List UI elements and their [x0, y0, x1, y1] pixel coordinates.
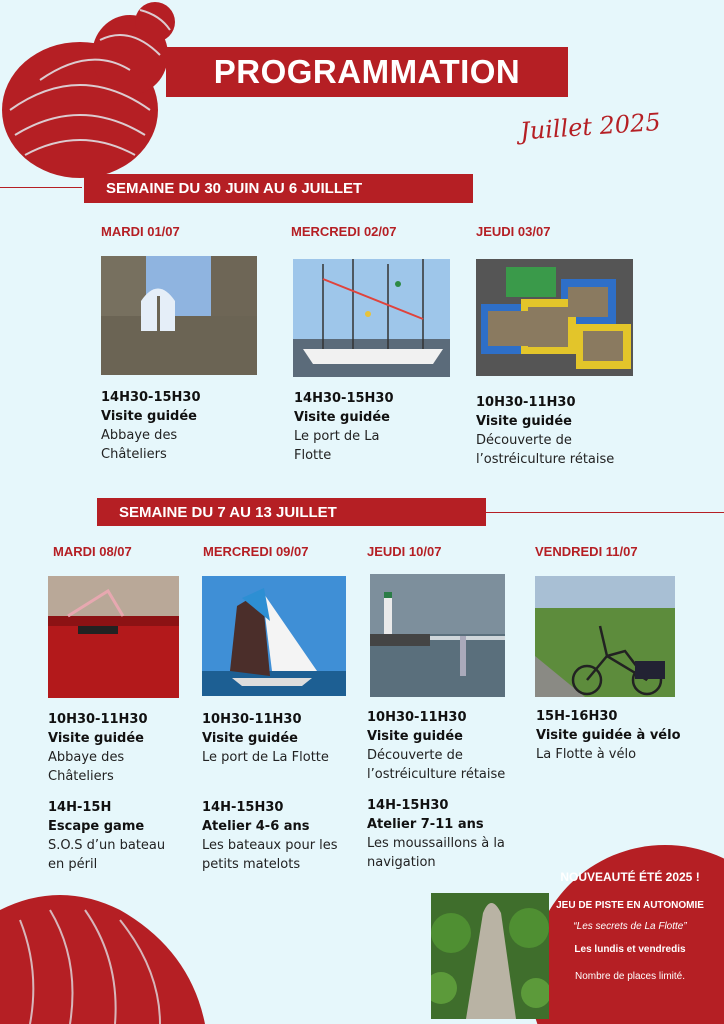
event-type: Atelier 4-6 ans [202, 819, 310, 834]
event-description: Le port de La Flotte [202, 750, 329, 765]
page-title: PROGRAMMATION [166, 47, 568, 97]
event-type: Atelier 7-11 ans [367, 817, 484, 832]
event-type: Visite guidée [101, 409, 197, 424]
event-item [536, 707, 706, 764]
week2-label: SEMAINE DU 7 AU 13 JUILLET [119, 503, 337, 521]
event-description: Les bateaux pour les petits matelots [202, 838, 338, 872]
event-time: 15H-16H30 [536, 709, 618, 724]
week1-header [84, 174, 473, 203]
event-type: Escape game [48, 819, 145, 834]
event-type: Visite guidée [367, 729, 463, 744]
event-description: Les moussaillons à la navigation [367, 836, 505, 870]
novelty-note: Nombre de places limité. [574, 971, 686, 982]
event-type: Visite guidée [202, 731, 298, 746]
event-type: Visite guidée [476, 414, 572, 429]
week2-day4-label: VENDREDI 11/07 [535, 544, 638, 559]
event-item [294, 389, 454, 465]
week2-day3-events [367, 708, 527, 872]
event-time: 10H30-11H30 [367, 710, 467, 725]
week1-day3-events [476, 393, 636, 469]
event-time: 10H30-11H30 [476, 395, 576, 410]
event-description: Abbaye des Châteliers [101, 428, 178, 462]
event-type: Visite guidée [48, 731, 144, 746]
week2-day3-label: JEUDI 10/07 [367, 544, 442, 559]
shell-illustration-top [0, 0, 185, 185]
event-item [367, 796, 527, 872]
event-description: Découverte de l’ostréiculture rétaise [367, 748, 506, 782]
week2-day1-events [48, 710, 208, 874]
month-script-title: Juillet 2025 [519, 107, 662, 146]
novelty-name: “Les secrets de La Flotte” [573, 921, 687, 932]
event-description: Abbaye des Châteliers [48, 750, 125, 784]
event-description: Le port de La Flotte [294, 429, 380, 463]
week2-day4-events [536, 707, 706, 764]
alley-garden-photo [431, 893, 549, 1019]
week1-day2-events [294, 389, 454, 465]
week1-day1-events [101, 388, 261, 464]
week1-day2-label: MERCREDI 02/07 [291, 224, 397, 239]
event-time: 14H30-15H30 [101, 390, 201, 405]
week1-day3-label: JEUDI 03/07 [476, 224, 551, 239]
event-type: Visite guidée [294, 410, 390, 425]
week1-label: SEMAINE DU 30 JUIN AU 6 JUILLET [106, 180, 363, 197]
event-time: 14H-15H30 [202, 800, 284, 815]
sailboat-photo [202, 576, 346, 696]
event-time: 14H-15H [48, 800, 112, 815]
abbey-ruins-photo [101, 256, 257, 375]
week2-rule [486, 512, 724, 513]
event-time: 14H-15H30 [367, 798, 449, 813]
event-item [476, 393, 636, 469]
event-description: S.O.S d’un bateau en péril [48, 838, 166, 872]
event-type: Visite guidée à vélo [536, 728, 681, 743]
event-time: 14H30-15H30 [294, 391, 394, 406]
event-item [48, 710, 208, 786]
event-time: 10H30-11H30 [48, 712, 148, 727]
harbor-boats-photo [293, 259, 450, 377]
event-item [48, 798, 208, 874]
week2-day1-label: MARDI 08/07 [53, 544, 132, 559]
oyster-crates-photo [476, 259, 633, 376]
week2-day2-label: MERCREDI 09/07 [203, 544, 309, 559]
novelty-activity: JEU DE PISTE EN AUTONOMIE [556, 900, 704, 911]
week2-header [97, 498, 486, 526]
shell-illustration-bottom [0, 890, 210, 1024]
novelty-badge-text [545, 870, 715, 982]
lighthouse-jetty-photo [370, 574, 505, 697]
red-chest-photo [48, 576, 179, 698]
event-item [101, 388, 261, 464]
event-description: La Flotte à vélo [536, 747, 637, 762]
bicycle-field-photo [535, 576, 675, 697]
week1-day1-label: MARDI 01/07 [101, 224, 180, 239]
event-item [202, 798, 362, 874]
event-item [367, 708, 527, 784]
shell-baseline [0, 187, 82, 188]
event-time: 10H30-11H30 [202, 712, 302, 727]
event-description: Découverte de l’ostréiculture rétaise [476, 433, 615, 467]
novelty-headline: NOUVEAUTÉ ÉTÉ 2025 ! [560, 870, 700, 884]
event-item [202, 710, 362, 767]
novelty-schedule: Les lundis et vendredis [574, 944, 686, 955]
week2-day2-events [202, 710, 362, 874]
